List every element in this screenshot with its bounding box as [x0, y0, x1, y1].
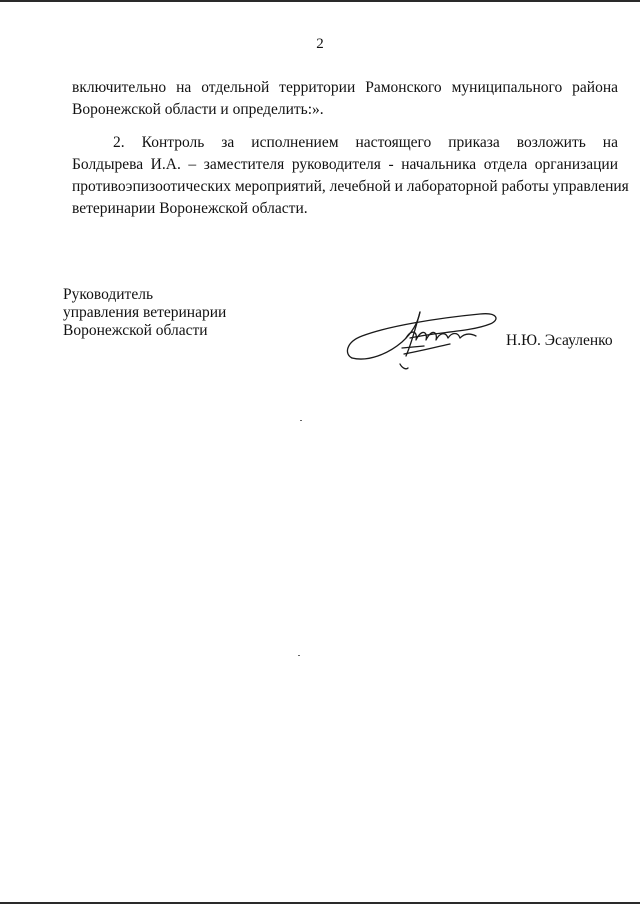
top-edge-rule — [0, 0, 640, 2]
scan-speck — [298, 655, 300, 656]
signatory-title-line-3: Воронежской области — [63, 322, 208, 339]
page-number: 2 — [316, 36, 324, 52]
body-line-4: Болдырева И.А. – заместителя руководителя - начальника отдела организации — [72, 156, 618, 173]
signatory-title-line-2: управления ветеринарии — [63, 304, 227, 321]
body-line-3: 2. Контроль за исполнением настоящего приказа возложить на — [113, 134, 618, 151]
bottom-edge-rule — [0, 902, 640, 904]
body-line-1: включительно на отдельной территории Рамонского муниципального района — [72, 79, 618, 96]
handwritten-signature — [340, 298, 505, 378]
scan-speck — [300, 420, 302, 421]
signatory-title-line-1: Руководитель — [63, 286, 154, 303]
body-line-2: Воронежской области и определить:». — [72, 101, 324, 118]
body-line-5: противоэпизоотических мероприятий, лечебной и лабораторной работы управления — [72, 178, 629, 195]
body-line-6: ветеринарии Воронежской области. — [72, 200, 308, 217]
signatory-name: Н.Ю. Эсауленко — [506, 332, 613, 349]
